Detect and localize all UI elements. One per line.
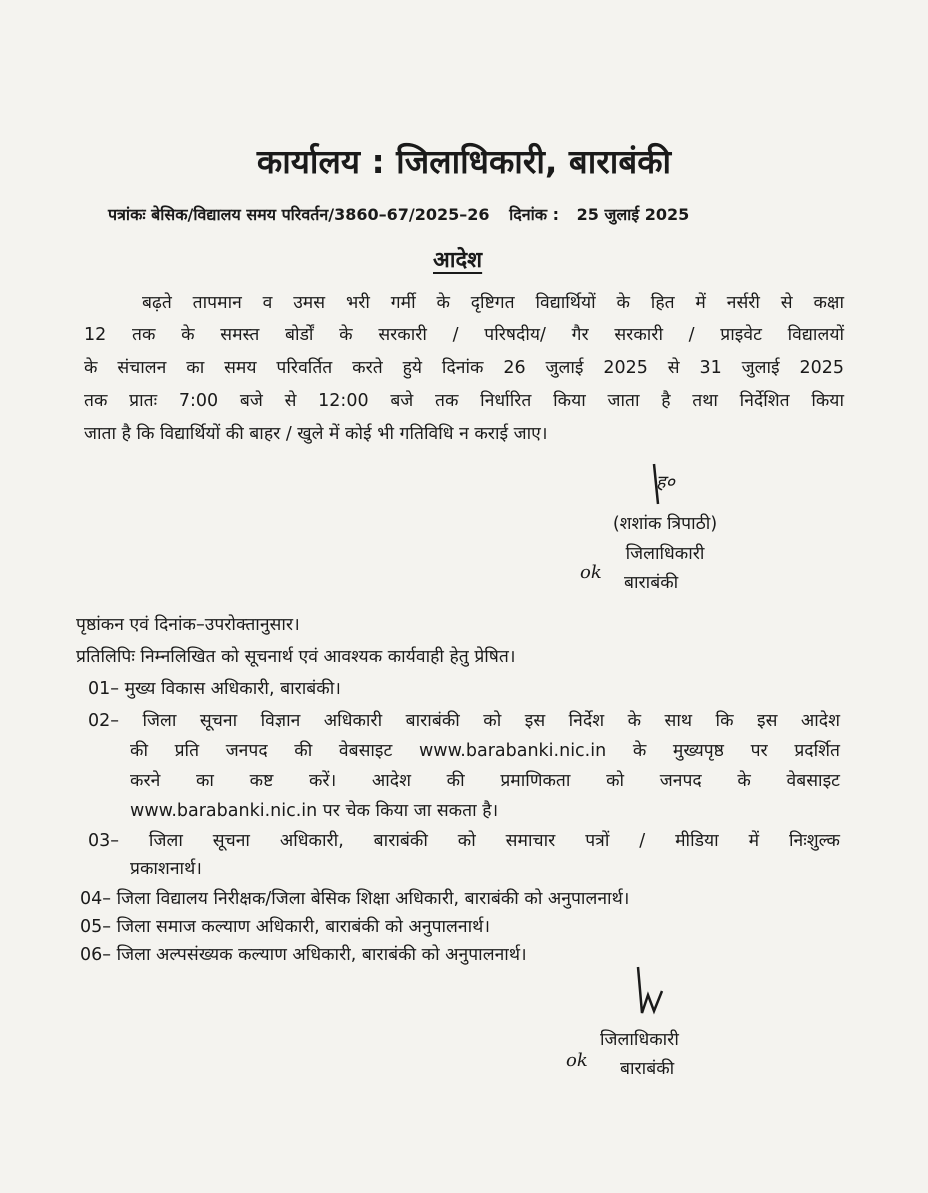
order-line-4: तक प्रातः 7:00 बजे से 12:00 बजे तक निर्धारित किया जाता है तथा निर्देशित किया: [84, 391, 844, 411]
signatory-location: बाराबंकी: [624, 573, 679, 593]
recipient-02-line-4: www.barabanki.nic.in पर चेक किया जा सकता है।: [130, 801, 499, 821]
order-line-2: 12 तक के समस्त बोर्डों के सरकारी / परिषदीय/ गैर सरकारी / प्राइवेट विद्यालयों: [84, 325, 844, 345]
order-heading: आदेश: [433, 248, 483, 273]
copy-to-line: प्रतिलिपिः निम्नलिखित को सूचनार्थ एवं आवश्यक कार्यवाही हेतु प्रेषित।: [76, 647, 516, 667]
order-line-5: जाता है कि विद्यार्थियों की बाहर / खुले में कोई भी गतिविधि न कराई जाए।: [84, 424, 548, 444]
reference-number: पत्रांकः बेसिक/विद्यालय समय परिवर्तन/3860–67/2025–26: [108, 205, 490, 224]
recipient-03-line-2: प्रकाशनार्थ।: [130, 859, 202, 879]
signatory-name: (शशांक त्रिपाठी): [612, 514, 718, 534]
date-value: 25 जुलाई 2025: [576, 205, 690, 224]
office-title: कार्यालय : जिलाधिकारी, बाराबंकी: [256, 142, 672, 181]
signature-stroke: [648, 460, 678, 508]
endorsement-line: पृष्ठांकन एवं दिनांक–उपरोक्तानुसार।: [76, 615, 300, 635]
initials-mark-2: ok: [566, 1050, 588, 1071]
recipient-06: 06– जिला अल्पसंख्यक कल्याण अधिकारी, बाराबंकी को अनुपालनार्थ।: [80, 945, 527, 965]
signature-mark: ह०: [656, 472, 675, 493]
recipient-02-line-1: 02– जिला सूचना विज्ञान अधिकारी बाराबंकी को इस निर्देश के साथ कि इस आदेश: [88, 711, 840, 731]
signatory-designation: जिलाधिकारी: [625, 544, 705, 564]
signatory-designation-2: जिलाधिकारी: [600, 1030, 679, 1050]
reference-line: [108, 203, 689, 225]
signature-stroke-2: [630, 965, 670, 1020]
recipient-03-line-1: 03– जिला सूचना अधिकारी, बाराबंकी को समाचार पत्रों / मीडिया में निःशुल्क: [88, 831, 840, 851]
order-line-1: बढ़ते तापमान व उमस भरी गर्मी के दृष्टिगत विद्यार्थियों के हित में नर्सरी से कक्षा: [142, 293, 844, 313]
order-line-3: के संचालन का समय परिवर्तित करते हुये दिनांक 26 जुलाई 2025 से 31 जुलाई 2025: [84, 358, 844, 378]
recipient-05: 05– जिला समाज कल्याण अधिकारी, बाराबंकी को अनुपालनार्थ।: [80, 917, 490, 937]
date-label: दिनांक :: [509, 205, 560, 224]
signatory-location-2: बाराबंकी: [620, 1059, 675, 1079]
recipient-02-line-2: की प्रति जनपद की वेबसाइट www.barabanki.nic.in के मुख्यपृष्ठ पर प्रदर्शित: [130, 741, 840, 761]
recipient-01: 01– मुख्य विकास अधिकारी, बाराबंकी।: [88, 679, 341, 699]
initials-mark: ok: [580, 562, 602, 583]
recipient-02-line-3: करने का कष्ट करें। आदेश की प्रमाणिकता को जनपद के वेबसाइट: [130, 771, 840, 791]
recipient-04: 04– जिला विद्यालय निरीक्षक/जिला बेसिक शिक्षा अधिकारी, बाराबंकी को अनुपालनार्थ।: [80, 889, 630, 909]
